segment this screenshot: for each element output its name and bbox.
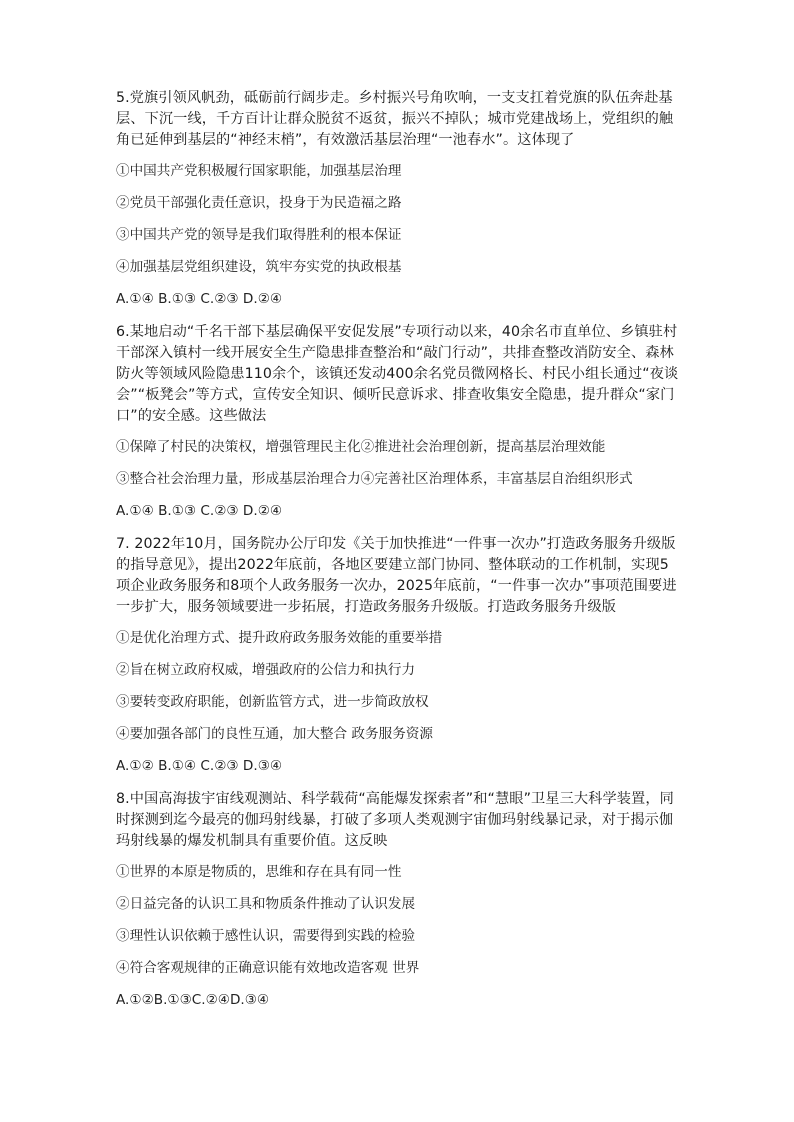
option-4: ④加强基层党组织建设，筑牢夯实党的执政根基: [116, 259, 402, 275]
question-6: [116, 322, 682, 521]
option-line-1: ①保障了村民的决策权，增强管理民主化②推进社会治理创新，提高基层治理效能: [116, 439, 606, 455]
option-line-2: ③整合社会治理力量，形成基层治理合力④完善社区治理体系，丰富基层自治组织形式: [116, 471, 633, 487]
option-1: ①世界的本原是物质的，思维和存在具有同一性: [116, 864, 402, 880]
question-list: [116, 88, 682, 1023]
option-2: ②日益完备的认识工具和物质条件推动了认识发展: [116, 896, 416, 912]
question-5: [116, 88, 682, 309]
option-4: ④要加强各部门的良性互通，加大整合 政务服务资源: [116, 726, 433, 742]
option-2: ②党员干部强化责任意识，投身于为民造福之路: [116, 195, 402, 211]
question-8: [116, 789, 682, 1010]
option-2: ②旨在树立政府权威，增强政府的公信力和执行力: [116, 662, 416, 678]
question-stem: 5.党旗引领风帆劲，砥砺前行阔步走。乡村振兴号角吹响，一支支扛着党旗的队伍奔赴基层、下沉一线，千方百计让群众脱贫不返贫，振兴不掉队；城市党建战场上，党组织的触角已延伸到基层的“神经末梢”，有效激活基层治理“一池春水”。这体现了: [116, 90, 674, 148]
option-4: ④符合客观规律的正确意识能有效地改造客观 世界: [116, 960, 420, 976]
option-1: ①是优化治理方式、提升政府政务服务效能的重要举措: [116, 630, 443, 646]
option-3: ③理性认识依赖于感性认识，需要得到实践的检验: [116, 928, 416, 944]
question-stem: 7. 2022年10月，国务院办公厅印发《关于加快推进“一件事一次办”打造政务服务升级版的指导意见》，提出2022年底前，各地区要建立部门协同、整体联动的工作机制，实现5项企业政务服务和8项个人政务服务一次办，2025年底前，“一件事一次办”事项范围要进一步扩大，服务领域要进一步拓展，打造政务服务升级版。打造政务服务升级版: [116, 536, 677, 615]
question-stem: 8.中国高海拔宇宙线观测站、科学载荷“高能爆发探索者”和“慧眼”卫星三大科学装置，同时探测到迄今最亮的伽玛射线暴，打破了多项人类观测宇宙伽玛射线暴记录，对于揭示伽玛射线暴的爆发机制具有重要价值。这反映: [116, 791, 674, 849]
question-stem: 6.某地启动“千名干部下基层确保平安促发展”专项行动以来，40余名市直单位、乡镇驻村干部深入镇村一线开展安全生产隐患排查整治和“敲门行动”，共排查整改消防安全、森林防火等领域风险隐患110余个，该镇还发动400余名党员微网格长、村民小组长通过“夜谈会”“板凳会”等方式，宣传安全知识、倾听民意诉求、排查收集安全隐患，提升群众“家门口”的安全感。这些做法: [116, 324, 679, 424]
option-3: ③中国共产党的领导是我们取得胜利的根本保证: [116, 227, 402, 243]
answer-choices: A.①②B.①③C.②④D.③④: [116, 992, 270, 1008]
answer-choices: A.①④ B.①③ C.②③ D.②④: [116, 503, 283, 519]
answer-choices: A.①② B.①④ C.②③ D.③④: [116, 758, 283, 774]
answer-choices: A.①④ B.①③ C.②③ D.②④: [116, 291, 283, 307]
question-7: [116, 534, 682, 776]
option-1: ①中国共产党积极履行国家职能，加强基层治理: [116, 163, 402, 179]
option-3: ③要转变政府职能，创新监管方式，进一步简政放权: [116, 694, 429, 710]
